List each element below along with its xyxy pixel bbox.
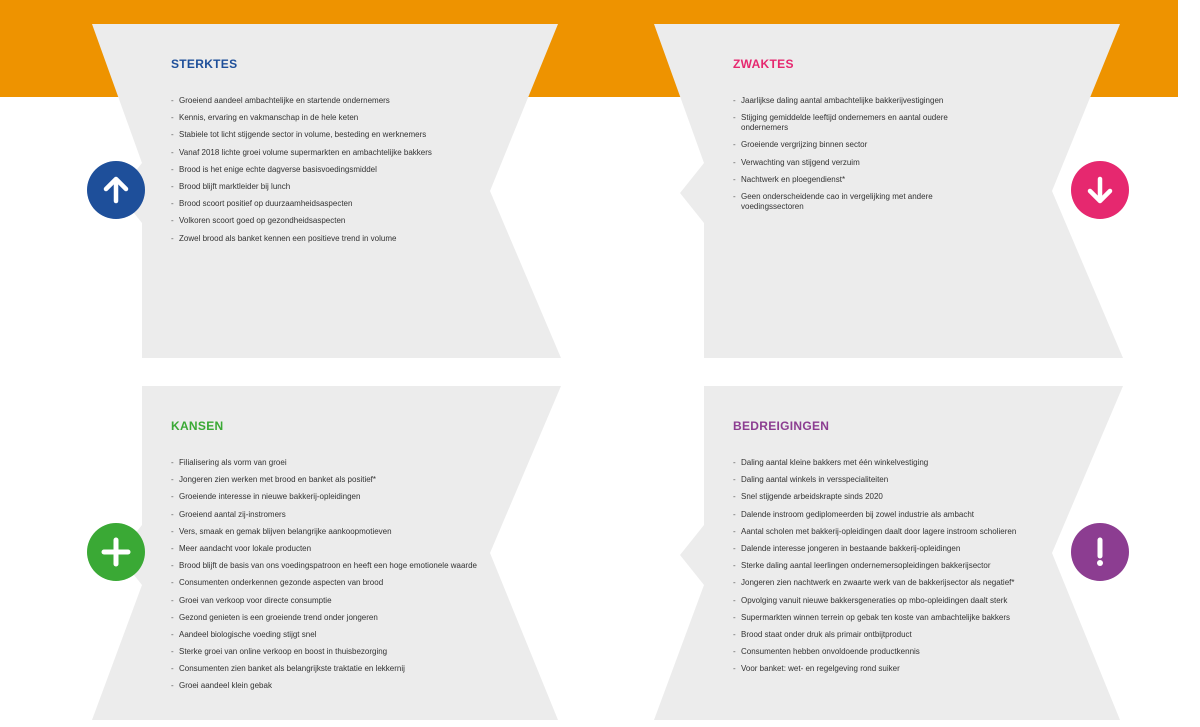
list-item: - Brood staat onder druk als primair ontbijtproduct: [733, 630, 1073, 640]
list-item: - Consumenten zien banket als belangrijkste traktatie en lekkernij: [171, 664, 531, 674]
zwaktes-section: [733, 57, 948, 211]
sterktes-list: [171, 96, 531, 251]
list-item: - Filialisering als vorm van groei: [171, 458, 531, 468]
list-item: - Snel stijgende arbeidskrapte sinds 2020: [733, 492, 1073, 502]
list-item: - Meer aandacht voor lokale producten: [171, 544, 531, 554]
list-item: - Aandeel biologische voeding stijgt snel: [171, 630, 531, 640]
list-item: - Brood scoort positief op duurzaamheidsaspecten: [171, 199, 531, 209]
list-item: - Stijging gemiddelde leeftijd ondernemers en aantal oudere ondernemers: [733, 113, 993, 133]
zwaktes-list: [733, 96, 993, 219]
list-item: - Supermarkten winnen terrein op gebak ten koste van ambachtelijke bakkers: [733, 613, 1073, 623]
list-item: - Volkoren scoort goed op gezondheidsaspecten: [171, 216, 531, 226]
list-item: - Consumenten hebben onvoldoende productkennis: [733, 647, 1073, 657]
list-item: - Opvolging vanuit nieuwe bakkersgeneraties op mbo-opleidingen daalt sterk: [733, 596, 1073, 606]
list-item: - Jaarlijkse daling aantal ambachtelijke bakkerijvestigingen: [733, 96, 993, 106]
list-item: - Sterke groei van online verkoop en boost in thuisbezorging: [171, 647, 531, 657]
bedreigingen-title: BEDREIGINGEN: [733, 419, 830, 433]
list-item: - Gezond genieten is een groeiende trend onder jongeren: [171, 613, 531, 623]
zwaktes-title: ZWAKTES: [733, 57, 794, 71]
arrow-up-icon: [87, 161, 145, 219]
list-item: - Zowel brood als banket kennen een positieve trend in volume: [171, 234, 531, 244]
list-item: - Nachtwerk en ploegendienst*: [733, 175, 993, 185]
list-item: - Vers, smaak en gemak blijven belangrijke aankoopmotieven: [171, 527, 531, 537]
list-item: - Voor banket: wet- en regelgeving rond suiker: [733, 664, 1073, 674]
list-item: - Aantal scholen met bakkerij-opleidingen daalt door lagere instroom scholieren: [733, 527, 1073, 537]
list-item: - Groeiende interesse in nieuwe bakkerij-opleidingen: [171, 492, 531, 502]
arrow-down-icon: [1071, 161, 1129, 219]
list-item: - Geen onderscheidende cao in vergelijking met andere voedingssectoren: [733, 192, 993, 212]
plus-icon: [87, 523, 145, 581]
list-item: - Groeiend aandeel ambachtelijke en startende ondernemers: [171, 96, 531, 106]
list-item: - Kennis, ervaring en vakmanschap in de hele keten: [171, 113, 531, 123]
list-item: - Daling aantal kleine bakkers met één winkelvestiging: [733, 458, 1073, 468]
list-item: - Daling aantal winkels in versspecialiteiten: [733, 475, 1073, 485]
bedreigingen-section: [733, 419, 1017, 674]
list-item: - Vanaf 2018 lichte groei volume supermarkten en ambachtelijke bakkers: [171, 148, 531, 158]
exclamation-icon: [1071, 523, 1129, 581]
bedreigingen-list: [733, 458, 1073, 681]
list-item: - Groeiende vergrijzing binnen sector: [733, 140, 993, 150]
list-item: - Brood blijft de basis van ons voedingspatroon en heeft een hoge emotionele waarde: [171, 561, 531, 571]
list-item: - Dalende instroom gediplomeerden bij zowel industrie als ambacht: [733, 510, 1073, 520]
list-item: - Groei aandeel klein gebak: [171, 681, 531, 691]
sterktes-section: [171, 57, 432, 243]
sterktes-title: STERKTES: [171, 57, 238, 71]
list-item: - Dalende interesse jongeren in bestaande bakkerij-opleidingen: [733, 544, 1073, 554]
list-item: - Jongeren zien werken met brood en banket als positief*: [171, 475, 531, 485]
list-item: - Stabiele tot licht stijgende sector in volume, besteding en werknemers: [171, 130, 531, 140]
list-item: - Sterke daling aantal leerlingen ondernemersopleidingen bakkerijsector: [733, 561, 1073, 571]
list-item: - Jongeren zien nachtwerk en zwaarte werk van de bakkerijsector als negatief*: [733, 578, 1073, 588]
kansen-list: [171, 458, 531, 699]
kansen-section: [171, 419, 477, 691]
list-item: - Brood blijft marktleider bij lunch: [171, 182, 531, 192]
list-item: - Verwachting van stijgend verzuim: [733, 158, 993, 168]
kansen-title: KANSEN: [171, 419, 224, 433]
list-item: - Groeiend aantal zij-instromers: [171, 510, 531, 520]
list-item: - Consumenten onderkennen gezonde aspecten van brood: [171, 578, 531, 588]
list-item: - Groei van verkoop voor directe consumptie: [171, 596, 531, 606]
list-item: - Brood is het enige echte dagverse basisvoedingsmiddel: [171, 165, 531, 175]
